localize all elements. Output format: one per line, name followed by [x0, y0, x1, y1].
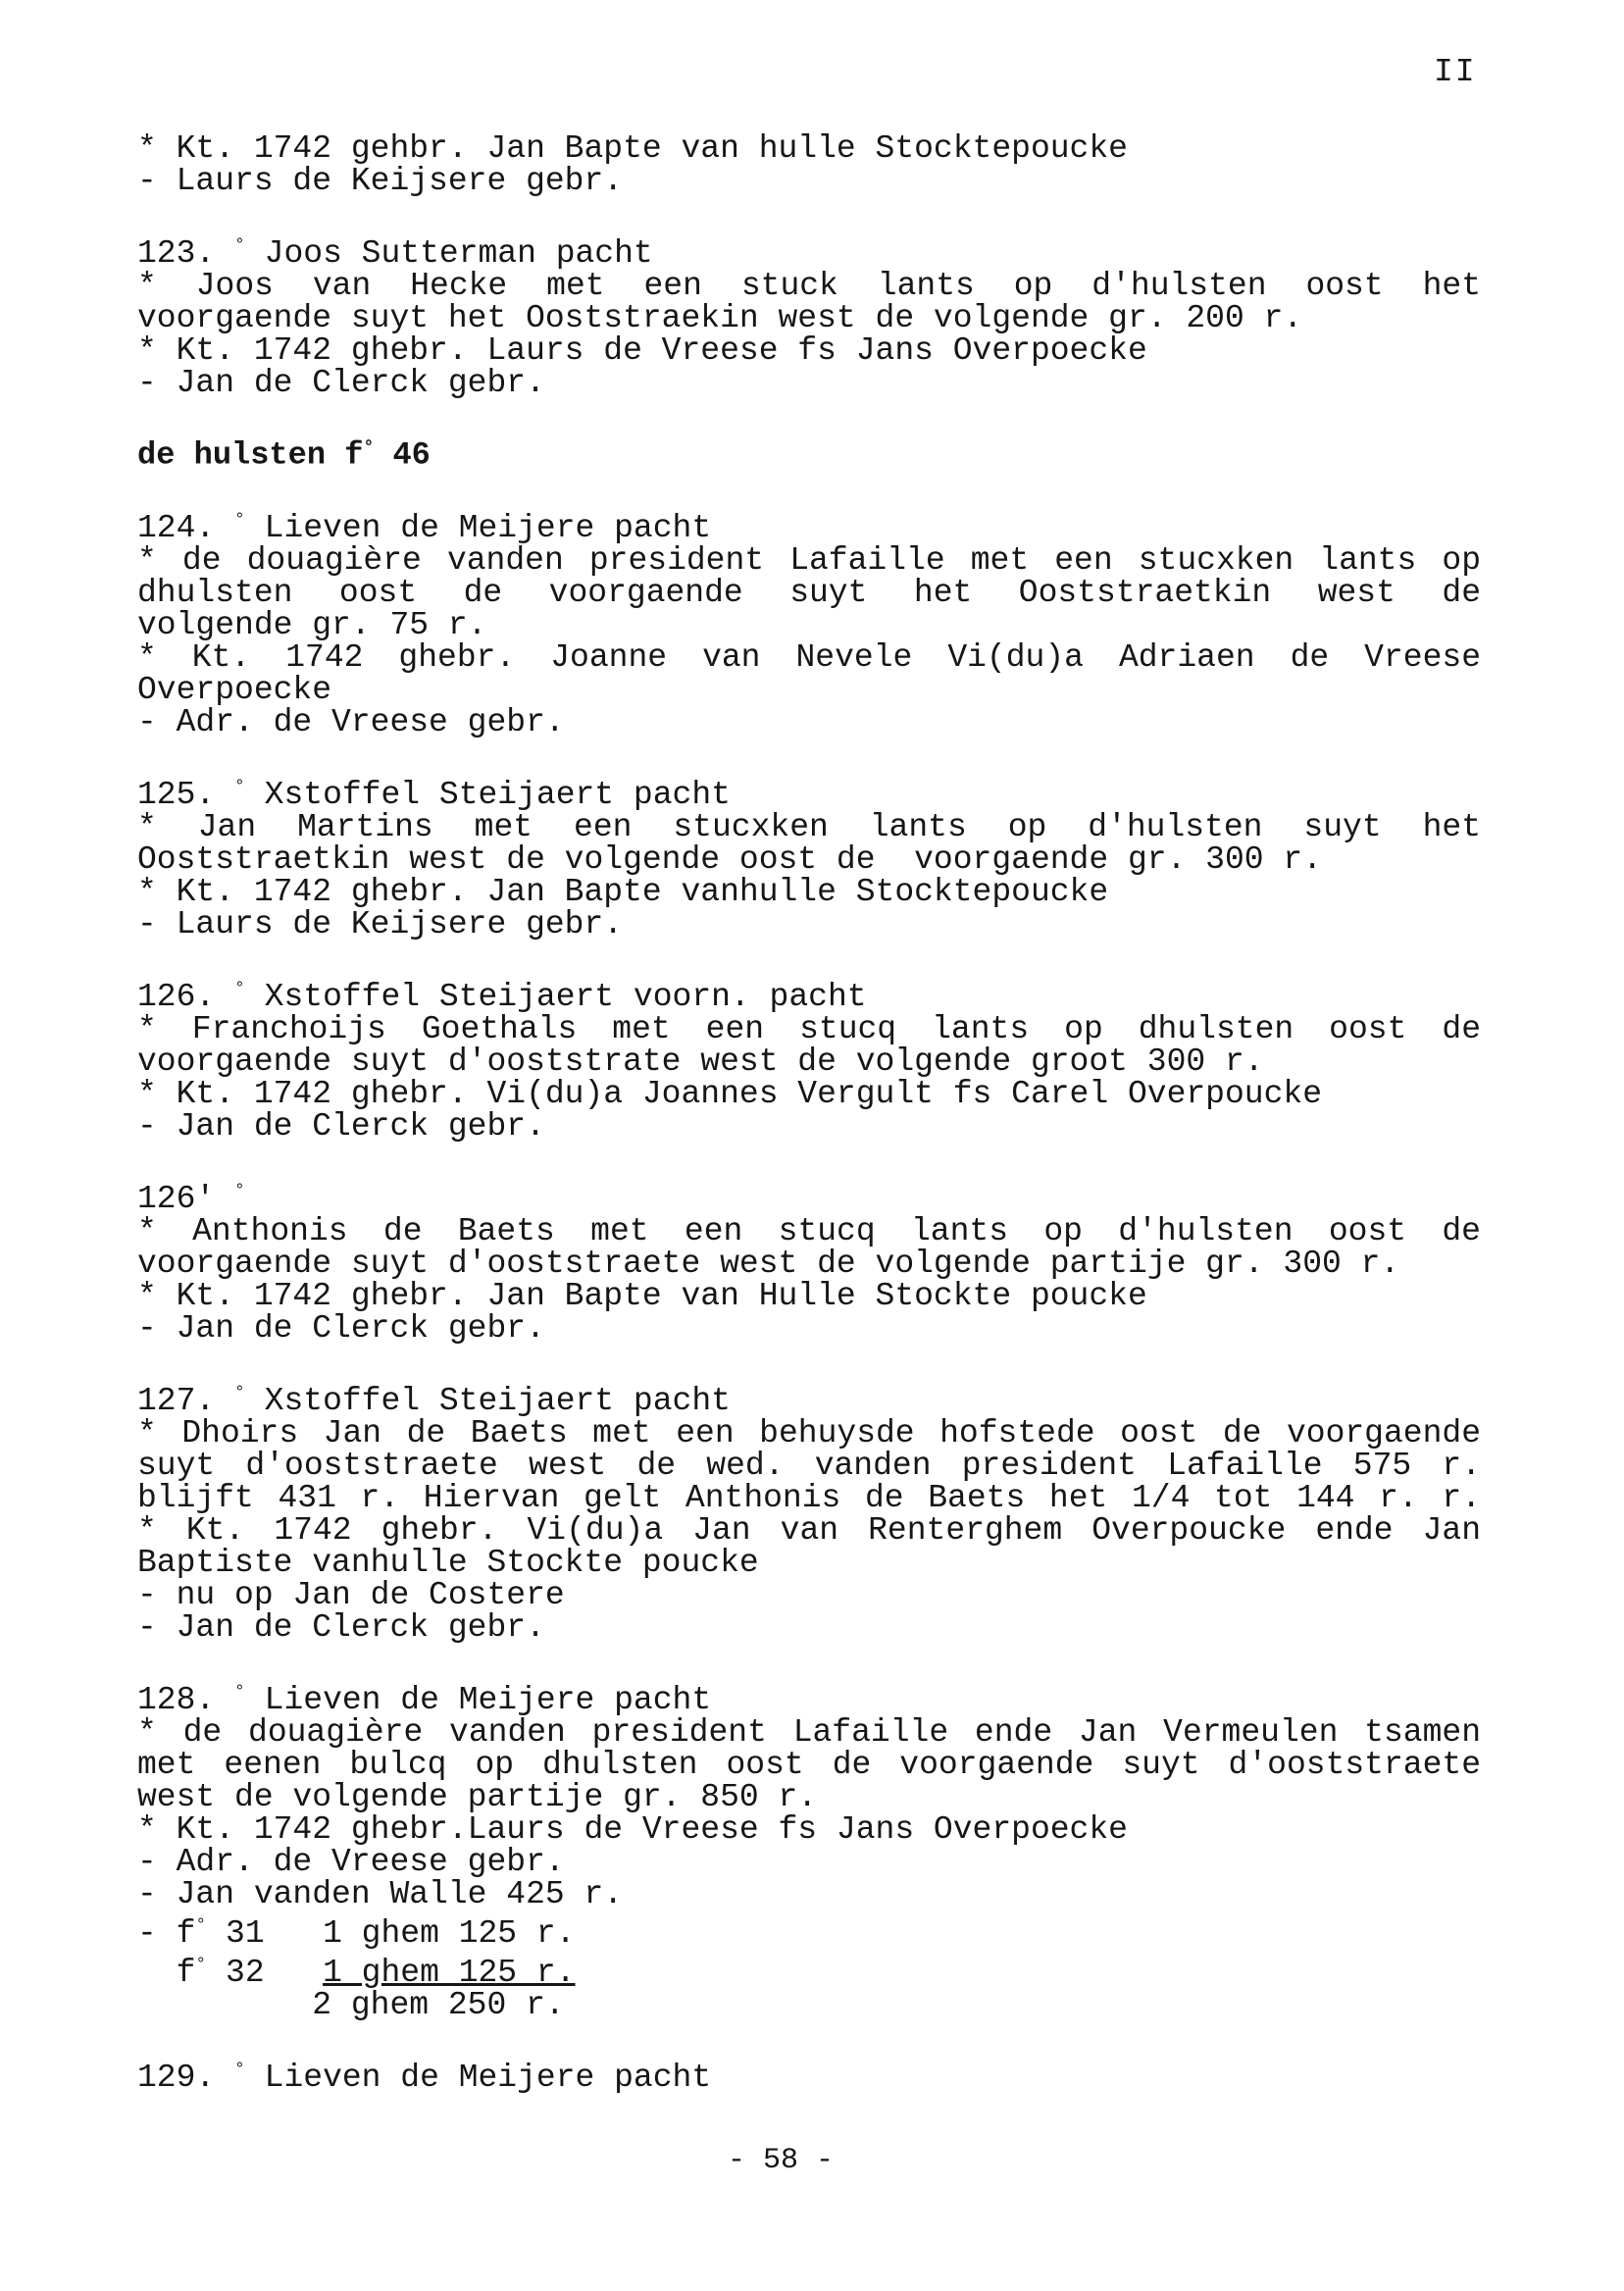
page-marker: II [1434, 54, 1477, 90]
entry-line: * Kt. 1742 ghebr. Jan Bapte van Hulle Stockte poucke [137, 1277, 1147, 1314]
degree-mark: ° [195, 1915, 207, 1936]
entry-line: * Franchoijs Goethals met een stucq lants op dhulsten oost de [137, 1010, 1481, 1047]
entry-line: - Jan vanden Walle 425 r. [137, 1875, 624, 1912]
entry-line: suyt d'ooststraete west de wed. vanden president Lafaille 575 r. [137, 1447, 1481, 1484]
entry-line: * Joos van Hecke met een stuck lants op d'hulsten oost het [137, 268, 1481, 304]
folio-total: 2 ghem 250 r. [312, 1986, 565, 2023]
entry-line: * Kt. 1742 ghebr. Jan Bapte vanhulle Stocktepoucke [137, 873, 1109, 910]
entry-line: dhulsten oost de voorgaende suyt het Ooststraetkin west de [137, 574, 1481, 611]
entry-125 [137, 772, 1481, 941]
entry-128 [137, 1677, 1481, 2021]
entry-line: - Jan de Clerck gebr. [137, 1309, 545, 1347]
entry-line: - Laurs de Keijsere gebr. [137, 163, 624, 199]
entry-number: 126' [137, 1180, 216, 1217]
folio-line [137, 1950, 1481, 1989]
entry-line: * de douagière vanden president Lafaille ende Jan Vermeulen tsamen [137, 1713, 1481, 1751]
degree-mark: ° [234, 979, 245, 999]
entry-title [137, 772, 1481, 811]
entry-title [137, 2055, 1481, 2094]
entry-line: * Dhoirs Jan de Baets met een behuysde hofstede oost de voorgaende [137, 1414, 1481, 1451]
entry-number: 124. [137, 509, 216, 546]
entry-line: - Adr. de Vreese gebr. [137, 1843, 565, 1880]
section-heading-text: de hulsten f [137, 436, 364, 474]
entry-line: - Jan de Clerck gebr. [137, 1107, 545, 1145]
entry-line: Baptiste vanhulle Stockte poucke [137, 1544, 759, 1581]
entry-126-prime [137, 1176, 1481, 1345]
entry-title [137, 230, 1481, 270]
entry-127 [137, 1378, 1481, 1644]
entry-title-text: Joos Sutterman pacht [264, 235, 653, 272]
degree-mark: ° [234, 1383, 245, 1403]
degree-mark: ° [195, 1955, 207, 1975]
degree-mark: ° [234, 1181, 245, 1201]
entry-title [137, 505, 1481, 544]
entry-124 [137, 505, 1481, 738]
entry-title [137, 1677, 1481, 1716]
entry-continuation [137, 132, 1481, 197]
folio-prefix: - f [137, 1914, 196, 1952]
entry-number: 127. [137, 1382, 216, 1419]
folio-line [137, 1910, 1481, 1950]
entry-line: voorgaende suyt d'ooststrate west de volgende groot 300 r. [137, 1043, 1264, 1080]
entry-line: - nu op Jan de Costere [137, 1576, 565, 1613]
entry-title [137, 974, 1481, 1013]
entry-line: - Laurs de Keijsere gebr. [137, 905, 624, 942]
entry-126 [137, 974, 1481, 1143]
folio-prefix: f [137, 1954, 196, 1991]
document-body [137, 132, 1481, 2127]
entry-line: blijft 431 r. Hiervan gelt Anthonis de Baets het 1/4 tot 144 r. r. [137, 1479, 1481, 1516]
folio-number: 32 [226, 1954, 265, 1991]
entry-number: 126. [137, 978, 216, 1015]
folio-value-underlined: 1 ghem 125 r. [323, 1954, 576, 1991]
entry-line: west de volgende partije gr. 850 r. [137, 1778, 818, 1815]
entry-title [137, 1378, 1481, 1417]
entry-line: * Jan Martins met een stucxken lants op d'hulsten suyt het [137, 808, 1481, 845]
degree-mark: ° [234, 2060, 245, 2080]
entry-line: * Kt. 1742 ghebr. Joanne van Nevele Vi(du)a Adriaen de Vreese [137, 638, 1481, 676]
entry-123 [137, 230, 1481, 399]
entry-title [137, 1176, 1481, 1215]
entry-line: - Jan de Clerck gebr. [137, 365, 545, 401]
section-heading [137, 433, 1481, 472]
entry-line: * Kt. 1742 ghebr. Vi(du)a Joannes Vergult fs Carel Overpoucke [137, 1075, 1322, 1112]
entry-line: * Kt. 1742 gehbr. Jan Bapte van hulle Stocktepoucke [137, 130, 1128, 167]
folio-number: 31 [226, 1914, 265, 1952]
entry-title-text: Xstoffel Steijaert voorn. pacht [264, 978, 867, 1015]
entry-title-text: Xstoffel Steijaert pacht [264, 776, 731, 813]
entry-line: - Adr. de Vreese gebr. [137, 703, 565, 740]
degree-mark: ° [363, 438, 375, 458]
entry-number: 128. [137, 1681, 216, 1718]
folio-value: 1 ghem 125 r. [323, 1914, 576, 1952]
page-number: - 58 - [728, 2144, 835, 2177]
entry-line: * Anthonis de Baets met een stucq lants op d'hulsten oost de [137, 1212, 1481, 1249]
entry-129 [137, 2055, 1481, 2094]
entry-line: Ooststraetkin west de volgende oost de voorgaende gr. 300 r. [137, 840, 1322, 878]
entry-line: * de douagière vanden president Lafaille met een stucxken lants op [137, 541, 1481, 579]
folio-total-line [137, 1986, 1481, 2023]
degree-mark: ° [234, 777, 245, 797]
entry-line: * Kt. 1742 ghebr. Vi(du)a Jan van Renterghem Overpoucke ende Jan [137, 1511, 1481, 1549]
section-heading-number: 46 [392, 436, 431, 474]
entry-line: * Kt. 1742 ghebr. Laurs de Vreese fs Jans Overpoecke [137, 332, 1147, 369]
degree-mark: ° [234, 510, 245, 531]
entry-line: met eenen bulcq op dhulsten oost de voorgaende suyt d'ooststraete [137, 1746, 1481, 1783]
entry-title-text: Lieven de Meijere pacht [264, 1681, 712, 1718]
entry-number: 129. [137, 2059, 216, 2096]
entry-line: Overpoecke [137, 671, 332, 708]
entry-title-text: Lieven de Meijere pacht [264, 2059, 712, 2096]
degree-mark: ° [234, 1682, 245, 1703]
entry-line: * Kt. 1742 ghebr.Laurs de Vreese fs Jans Overpoecke [137, 1810, 1128, 1848]
entry-line: voorgaende suyt d'ooststraete west de volgende partije gr. 300 r. [137, 1245, 1400, 1282]
entry-line: voorgaende suyt het Ooststraekin west de volgende gr. 200 r. [137, 300, 1303, 336]
entry-title-text: Lieven de Meijere pacht [264, 509, 712, 546]
entry-number: 123. [137, 235, 216, 272]
entry-line: volgende gr. 75 r. [137, 606, 487, 643]
entry-line: - Jan de Clerck gebr. [137, 1608, 545, 1646]
entry-title-text: Xstoffel Steijaert pacht [264, 1382, 731, 1419]
degree-mark: ° [234, 236, 245, 256]
entry-number: 125. [137, 776, 216, 813]
